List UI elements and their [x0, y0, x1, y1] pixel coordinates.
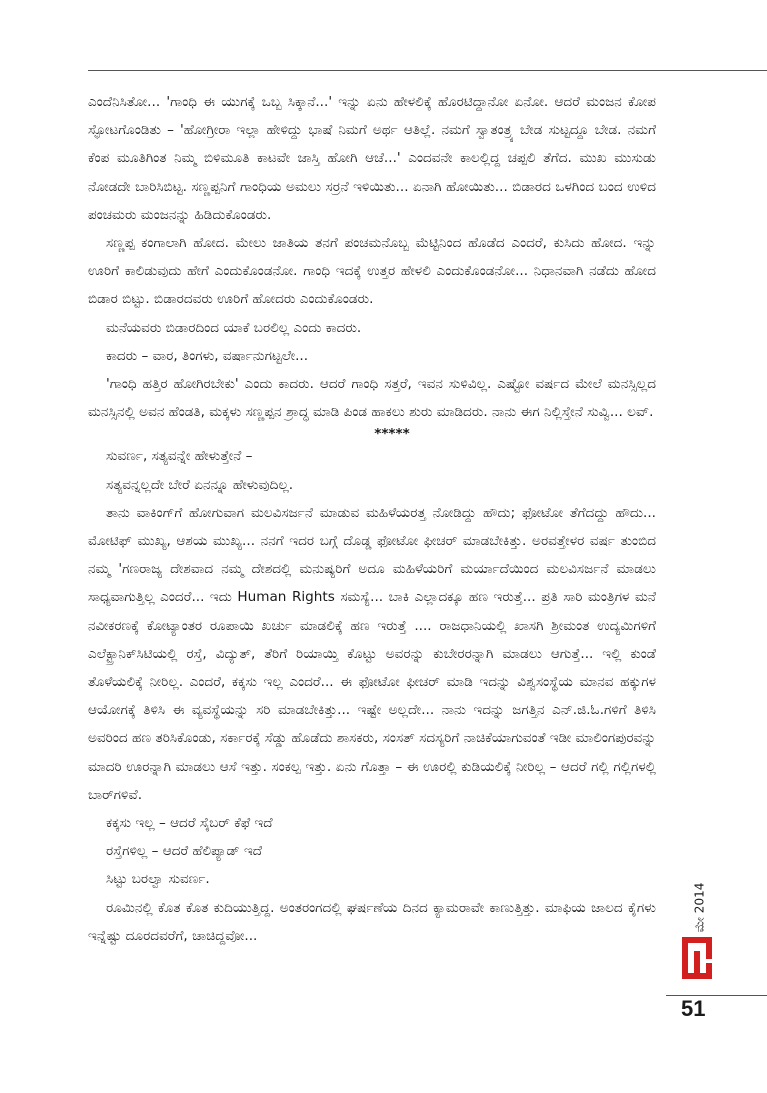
paragraph: ರೂಮಿನಲ್ಲಿ ಕೊತ ಕೊತ ಕುದಿಯುತ್ತಿದ್ದ. ಅಂತರಂಗದಲ್ಲಿ ಘರ್ಷಣೆಯ ದಿನದ ಕ್ಯಾಮರಾವೇ ಕಾಣುತ್ತಿತ್ತು. ಮಾಫಿಯ ಜಾಲದ ಕೈಗಳು ಇನ್ನೆಷ್ಟು ದೂರದವರೆಗೆ, ಚಾಚಿದ್ದವೋ... [88, 899, 656, 944]
paragraph: ಮನೆಯವರು ಬಿಡಾರದಿಂದ ಯಾಕೆ ಬರಲಿಲ್ಲ ಎಂದು ಕಾದರು. [106, 319, 362, 336]
article-body [88, 88, 656, 950]
top-rule [88, 70, 767, 71]
paragraph: ತಾನು ವಾಕಿಂಗ್‌ಗೆ ಹೋಗುವಾಗ ಮಲವಿಸರ್ಜನೆ ಮಾಡುವ ಮಹಿಳೆಯರತ್ತ ನೋಡಿದ್ದು ಹೌದು; ಫೋಟೋ ತೆಗೆದದ್ದು ಹೌದು... ಮೋಟಿಫ್ ಮುಖ್ಯ, ಆಶಯ ಮುಖ್ಯ... ನನಗೆ ಇದರ ಬಗ್ಗೆ ದೊಡ್ಡ ಫೋಟೋ ಫೀಚರ್ ಮಾಡಬೇಕಿತ್ತು. ಅರವತ್ತೇಳರ ವರ್ಷ ತುಂಬಿದ ನಮ್ಮ 'ಗಣರಾಜ್ಯ ದೇಶವಾದ ನಮ್ಮ ದೇಶದಲ್ಲಿ ಮನುಷ್ಯರಿಗೆ ಅದೂ ಮಹಿಳೆಯರಿಗೆ ಮರ್ಯಾದೆಯಿಂದ ಮಲವಿಸರ್ಜನೆ ಮಾಡಲು ಸಾಧ್ಯವಾಗುತ್ತಿಲ್ಲ ಎಂದರೆ... ಇದು Human Rights ಸಮಸ್ಯೆ... ಬಾಕಿ ಎಲ್ಲಾದಕ್ಕೂ ಹಣ ಇರುತ್ತೆ... ಪ್ರತಿ ಸಾರಿ ಮಂತ್ರಿಗಳ ಮನೆ ನವೀಕರಣಕ್ಕೆ ಕೋಟ್ಯಾಂತರ ರೂಪಾಯಿ ಖರ್ಚು ಮಾಡಲಿಕ್ಕೆ ಹಣ ಇರುತ್ತೆ .... ರಾಜಧಾನಿಯಲ್ಲಿ ಖಾಸಗಿ ಶ್ರೀಮಂತ ಉದ್ಯಮಿಗಳಿಗೆ ಎಲೆಕ್ಟ್ರಾನಿಕ್‌ಸಿಟಿಯಲ್ಲಿ ರಸ್ತೆ, ವಿದ್ಯುತ್, ತೆರಿಗೆ ರಿಯಾಯ್ತಿ ಕೊಟ್ಟು ಅವರನ್ನು ಕುಬೇರರನ್ನಾಗಿ ಮಾಡಲು ಆಗುತ್ತೆ... ಇಲ್ಲಿ ಕುಂಡೆ ತೊಳೆಯಲಿಕ್ಕೆ ನೀರಿಲ್ಲ. ಎಂದರೆ, ಕಕ್ಕಸು ಇಲ್ಲ ಎಂದರೆ... ಈ ಫೋಟೋ ಫೀಚರ್ ಮಾಡಿ ಇದನ್ನು ವಿಶ್ವಸಂಸ್ಥೆಯ ಮಾನವ ಹಕ್ಕುಗಳ ಆಯೋಗಕ್ಕೆ ತಿಳಿಸಿ ಈ ವ್ಯವಸ್ಥೆಯನ್ನು ಸರಿ ಮಾಡಬೇಕಿತ್ತು... ಇಷ್ಟೇ ಅಲ್ಲದೇ... ನಾನು ಇದನ್ನು ಜಗತ್ತಿನ ಎನ್.ಜಿ.ಓ.ಗಳಿಗೆ ತಿಳಿಸಿ ಅವರಿಂದ ಹಣ ತರಿಸಿಕೊಂಡು, ಸರ್ಕಾರಕ್ಕೆ ಸೆಡ್ಡು ಹೊಡೆದು ಶಾಸಕರು, ಸಂಸತ್ ಸದಸ್ಯರಿಗೆ ನಾಚಿಕೆಯಾಗುವಂತೆ ಇಡೀ ಮಾಲಿಂಗಪುರವನ್ನು ಮಾದರಿ ಊರನ್ನಾಗಿ ಮಾಡಲು ಆಸೆ ಇತ್ತು. ಸಂಕಲ್ಪ ಇತ್ತು. ಏನು ಗೊತ್ತಾ – ಈ ಊರಲ್ಲಿ ಕುಡಿಯಲಿಕ್ಕೆ ನೀರಿಲ್ಲ – ಆದರೆ ಗಲ್ಲಿ ಗಲ್ಲಿಗಳಲ್ಲಿ ಬಾರ್‌ಗಳಿವೆ. [88, 504, 656, 803]
paragraph: ಸಣ್ಣಪ್ಪ ಕಂಗಾಲಾಗಿ ಹೋದ. ಮೇಲು ಜಾತಿಯ ತನಗೆ ಪಂಚಮನೊಬ್ಬ ಮೆಟ್ಟಿನಿಂದ ಹೊಡೆದ ಎಂದರೆ, ಕುಸಿದು ಹೋದ. ಇನ್ನು ಊರಿಗೆ ಕಾಲಿಡುವುದು ಹೇಗೆ ಎಂದುಕೊಂಡನೋ. ಗಾಂಧಿ ಇದಕ್ಕೆ ಉತ್ತರ ಹೇಳಲಿ ಎಂದುಕೊಂಡನೋ... ನಿಧಾನವಾಗಿ ನಡೆದು ಹೋದ ಬಿಡಾರ ಬಿಟ್ಟು. ಬಿಡಾರದವರು ಊರಿಗೆ ಹೋದರು ಎಂದುಕೊಂಡರು. [88, 235, 656, 308]
issue-date: ಮೇ 2014 [692, 882, 707, 933]
paragraph: ಸತ್ಯವನ್ನಲ್ಲದೇ ಬೇರೆ ಏನನ್ನೂ ಹೇಳುವುದಿಲ್ಲ. [106, 476, 294, 493]
page-number: 51 [681, 996, 706, 1021]
paragraph: 'ಗಾಂಧಿ ಹತ್ತಿರ ಹೋಗಿರಬೇಕು' ಎಂದು ಕಾದರು. ಆದರೆ ಗಾಂಧಿ ಸತ್ತರೆ, ಇವನ ಸುಳಿವಿಲ್ಲ. ಎಷ್ಟೋ ವರ್ಷದ ಮೇಲೆ ಮನಸ್ಸಿಲ್ಲದ ಮನಸ್ಸಿನಲ್ಲಿ ಅವನ ಹೆಂಡತಿ, ಮಕ್ಕಳು ಸಣ್ಣಪ್ಪನ ಶ್ರಾದ್ಧ ಮಾಡಿ ಪಿಂಡ ಹಾಕಲು ಶುರು ಮಾಡಿದರು. ನಾನು ಈಗ ನಿಲ್ಲಿಸ್ತೇನೆ ಸುವ್ವಿ... ಲವ್. [88, 376, 656, 421]
paragraph: ಕಕ್ಕಸು ಇಲ್ಲ – ಆದರೆ ಸೈಬರ್ ಕೆಫೆ ಇದೆ [106, 815, 273, 832]
paragraph: ಸುವರ್ಣ, ಸತ್ಯವನ್ನೇ ಹೇಳುತ್ತೇನೆ – [106, 448, 253, 465]
paragraph: ಸಿಟ್ಟು ಬರಲ್ವಾ ಸುವರ್ಣ. [106, 871, 210, 888]
paragraph: ಎಂದೆನಿಸಿತೋ... 'ಗಾಂಧಿ ಈ ಯುಗಕ್ಕೆ ಒಬ್ಬ ಸಿಕ್ಕಾನೆ...' ಇನ್ನು ಏನು ಹೇಳಲಿಕ್ಕೆ ಹೊರಟಿದ್ದಾನೋ ಏನೋ. ಆದರೆ ಮಂಜನ ಕೋಪ ಸ್ಫೋಟಗೊಂಡಿತು – 'ಹೋಗ್ರೀರಾ ಇಲ್ಲಾ ಹೇಳಿದ್ದು ಭಾಷೆ ನಿಮಗೆ ಅರ್ಥ ಆತಿಲ್ಲೆ. ನಮಗೆ ಸ್ವಾತಂತ್ರ್ಯ ಬೇಡ ಸುಟ್ಟದ್ದೂ ಬೇಡ. ನಮಗೆ ಕೆಂಪ ಮೂತಿಗಿಂತ ನಿಮ್ಮ ಬಿಳಿಮೂತಿ ಕಾಟವೇ ಜಾಸ್ತಿ ಹೋಗಿ ಆಚೆ...' ಎಂದವನೇ ಕಾಲಲ್ಲಿದ್ದ ಚಪ್ಪಲಿ ತೆಗೆದ. ಮುಖ ಮುಸುಡು ನೋಡದೇ ಬಾರಿಸಿಬಿಟ್ಟ. ಸಣ್ಣಪ್ಪನಿಗೆ ಗಾಂಧಿಯ ಅಮಲು ಸರ್ರನೆ ಇಳಿಯಿತು... ಏನಾಗಿ ಹೋಯಿತು... ಬಿಡಾರದ ಒಳಗಿಂದ ಬಂದ ಉಳಿದ ಪಂಚಮರು ಮಂಜನನ್ನು ಹಿಡಿದುಕೊಂಡರು. [88, 94, 656, 223]
paragraph: ಕಾದರು – ವಾರ, ತಿಂಗಳು, ವರ್ಷಾನುಗಟ್ಟಲೇ... [106, 347, 309, 364]
section-separator: ***** [374, 426, 410, 443]
paragraph: ರಸ್ತೆಗಳಿಲ್ಲ – ಆದರೆ ಹೆಲಿಪ್ಯಾಡ್ ಇದೆ [106, 843, 263, 860]
magazine-logo [680, 933, 716, 983]
